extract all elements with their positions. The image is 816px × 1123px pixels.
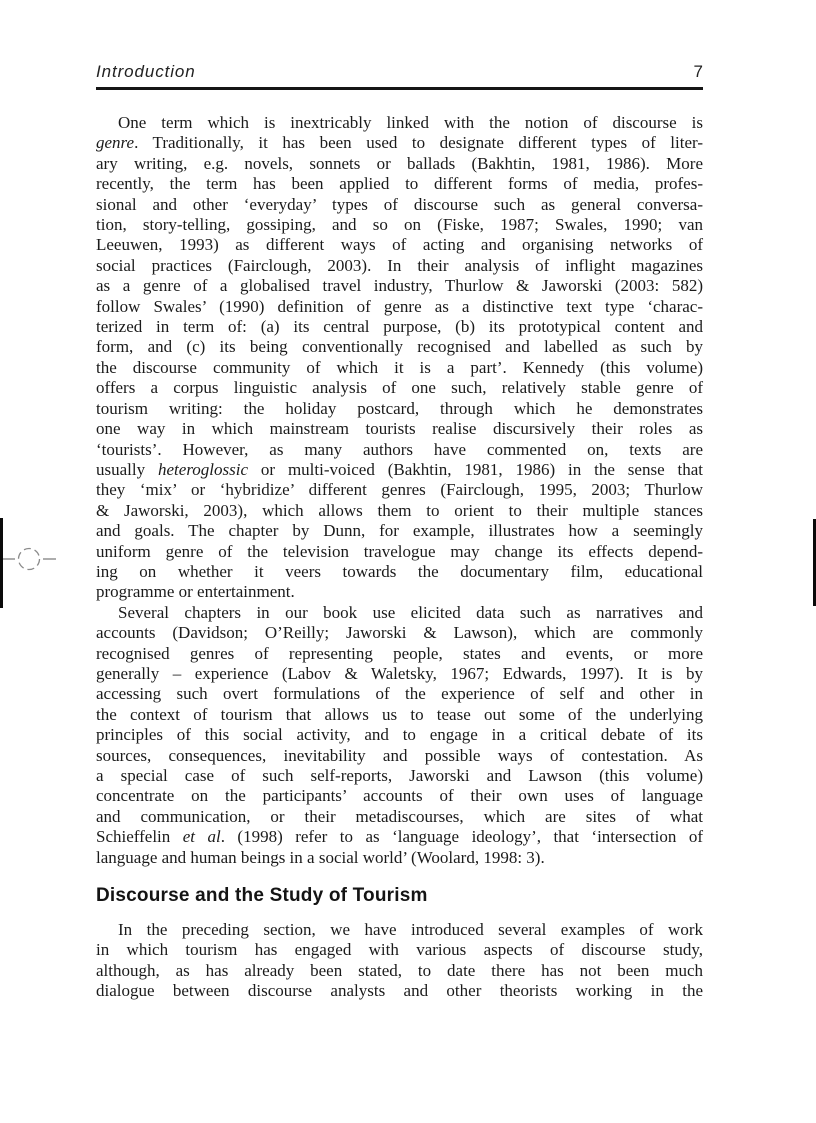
text-line: accounts (Davidson; O’Reilly; Jaworski & Lawson), which are commonly: [96, 623, 703, 643]
paragraph: [96, 113, 703, 603]
text-line: uniform genre of the television travelogue may change its effects depend-: [96, 541, 703, 561]
text-line: although, as has already been stated, to date there has not been much: [96, 960, 703, 980]
text-line: One term which is inextricably linked with the notion of discourse is: [118, 113, 703, 132]
text-line: concentrate on the participants’ accounts of their own uses of language: [96, 786, 703, 806]
text-line: social practices (Fairclough, 2003). In their analysis of inflight magazines: [96, 255, 703, 275]
text-line: Schieffelin et al. (1998) refer to as ‘language ideology’, that ‘intersection of: [96, 827, 703, 847]
registration-mark-icon: [1, 538, 61, 580]
text-line: ary writing, e.g. novels, sonnets or ballads (Bakhtin, 1981, 1986). More: [96, 153, 703, 173]
text-line: principles of this social activity, and to engage in a critical debate of its: [96, 725, 703, 745]
text-line: Several chapters in our book use elicited data such as narratives and: [118, 602, 703, 622]
text-line: terized in term of: (a) its central purpose, (b) its prototypical content and: [96, 317, 703, 337]
paragraph: [96, 603, 703, 868]
text-line: and communication, or their metadiscourses, which are sites of what: [96, 806, 703, 826]
text-line: one way in which mainstream tourists realise discursively their roles as: [96, 419, 703, 439]
page-header: [96, 62, 703, 90]
text-line: dialogue between discourse analysts and other theorists working in the: [96, 981, 703, 1001]
text-line: Leeuwen, 1993) as different ways of acting and organising networks of: [96, 235, 703, 255]
text-line: the context of tourism that allows us to tease out some of the underlying: [96, 704, 703, 724]
text-line: language and human beings in a social world’ (Woolard, 1998: 3).: [96, 847, 545, 867]
text-line: genre. Traditionally, it has been used to designate different types of liter-: [96, 133, 703, 153]
text-line: in which tourism has engaged with various aspects of discourse study,: [96, 940, 703, 960]
text-line: ‘tourists’. However, as many authors have commented on, texts are: [96, 439, 703, 459]
text-line: programme or entertainment.: [96, 582, 295, 602]
text-line: tourism writing: the holiday postcard, through which he demonstrates: [96, 398, 703, 418]
paragraph: [96, 920, 703, 1002]
text-line: sources, consequences, inevitability and possible ways of contestation. As: [96, 745, 703, 765]
text-line: usually heteroglossic or multi-voiced (Bakhtin, 1981, 1986) in the sense that: [96, 459, 703, 479]
text-line: In the preceding section, we have introduced several examples of work: [118, 920, 703, 940]
text-line: & Jaworski, 2003), which allows them to orient to their multiple stances: [96, 500, 703, 520]
text-line: recently, the term has been applied to different forms of media, profes-: [96, 174, 703, 194]
text-line: accessing such overt formulations of the experience of self and other in: [96, 684, 703, 704]
text-line: generally – experience (Labov & Waletsky, 1967; Edwards, 1997). It is by: [96, 663, 703, 683]
page-content: [96, 0, 703, 1002]
text-line: follow Swales’ (1990) definition of genre as a distinctive text type ‘charac-: [96, 296, 703, 316]
text-line: recognised genres of representing people, states and events, or more: [96, 643, 703, 663]
text-line: and goals. The chapter by Dunn, for example, illustrates how a seemingly: [96, 521, 703, 541]
section-heading: Discourse and the Study of Tourism: [96, 885, 428, 907]
page-number: 7: [693, 62, 703, 81]
text-line: sional and other ‘everyday’ types of discourse such as general conversa-: [96, 194, 703, 214]
text-line: the discourse community of which it is a part’. Kennedy (this volume): [96, 357, 703, 377]
running-title: Introduction: [96, 62, 196, 81]
text-line: ing on whether it veers towards the documentary film, educational: [96, 561, 703, 581]
text-line: they ‘mix’ or ‘hybridize’ different genres (Fairclough, 1995, 2003; Thurlow: [96, 480, 703, 500]
text-line: as a genre of a globalised travel industry, Thurlow & Jaworski (2003: 582): [96, 276, 703, 296]
text-line: a special case of such self-reports, Jaworski and Lawson (this volume): [96, 766, 703, 785]
text-line: tion, story-telling, gossiping, and so on (Fiske, 1987; Swales, 1990; van: [96, 215, 703, 235]
text-line: form, and (c) its being conventionally recognised and labelled as such by: [96, 337, 703, 357]
page-body: [96, 113, 703, 1002]
text-line: offers a corpus linguistic analysis of one such, relatively stable genre of: [96, 378, 703, 398]
